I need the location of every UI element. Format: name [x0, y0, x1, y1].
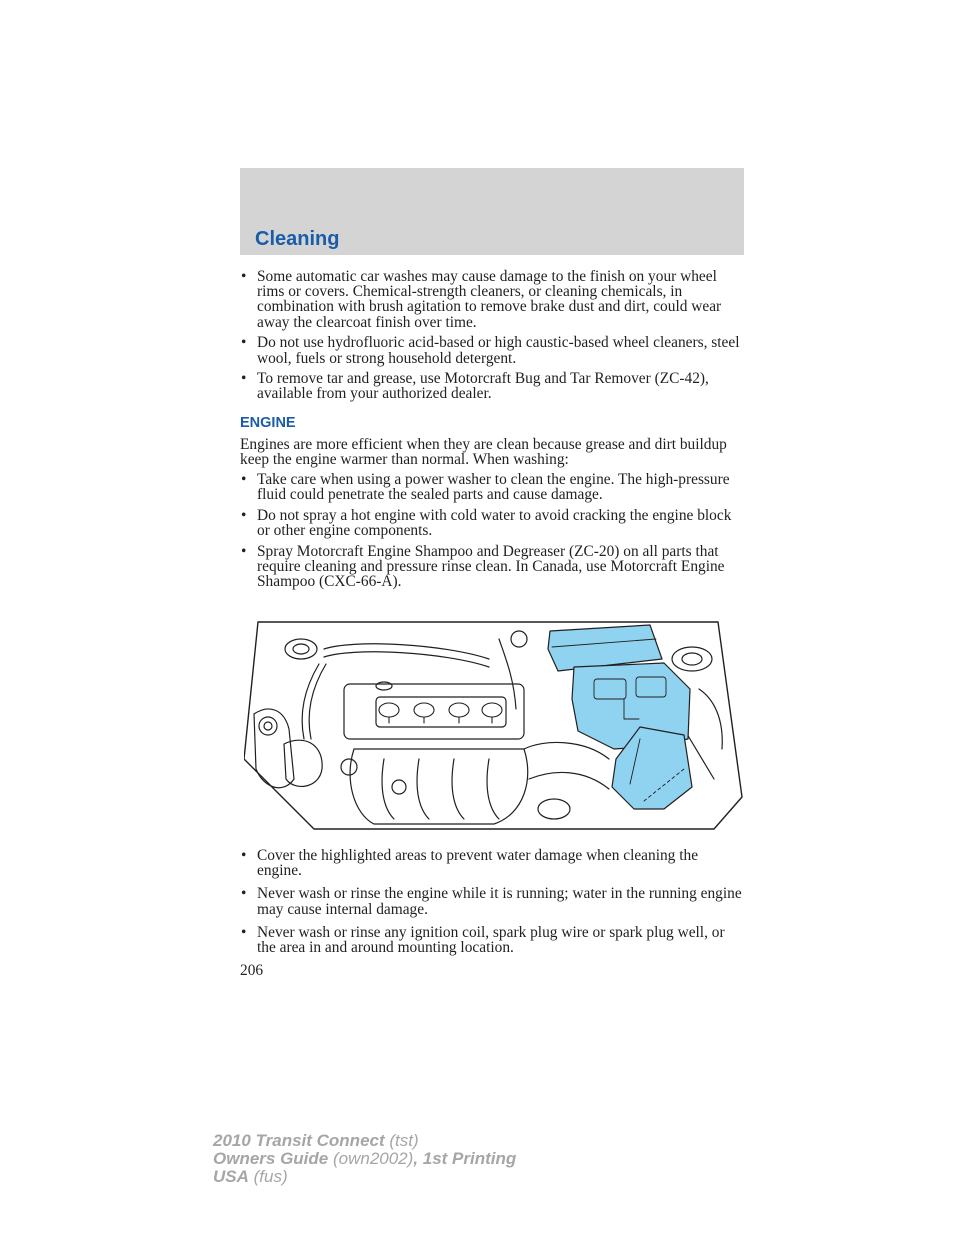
wheel-cleaning-list	[240, 269, 744, 402]
list-item: • Some automatic car washes may cause damage to the finish on your wheel rims or covers. Chemical-strength cleaners, or cleaning chemicals, in combination with brush agitation to remove brake dust and dirt, could wear away the clearcoat finish over time.	[240, 269, 744, 330]
footer-region: USA	[213, 1167, 249, 1186]
main-content-upper	[240, 269, 744, 595]
footer-line-2	[213, 1150, 516, 1168]
engine-washing-list	[240, 472, 744, 589]
document-footer	[213, 1132, 516, 1186]
list-item: • Take care when using a power washer to clean the engine. The high-pressure fluid could penetrate the sealed parts and cause damage.	[240, 472, 744, 502]
list-item: • Spray Motorcraft Engine Shampoo and Degreaser (ZC-20) on all parts that require cleaning and pressure rinse clean. In Canada, use Motorcraft Engine Shampoo (CXC-66-A).	[240, 544, 744, 590]
engine-compartment-illustration	[244, 619, 744, 832]
footer-region-code: (fus)	[248, 1167, 288, 1186]
section-title: Cleaning	[255, 228, 340, 250]
footer-guide-code: (own2002)	[328, 1149, 414, 1168]
section-header-band	[240, 168, 744, 255]
ignition-coils	[379, 703, 502, 723]
footer-line-3	[213, 1168, 516, 1186]
footer-model: 2010 Transit Connect	[213, 1131, 385, 1150]
list-item: • Do not use hydrofluoric acid-based or high caustic-based wheel cleaners, steel wool, fuels or strong household detergent.	[240, 335, 744, 365]
page-number: 206	[240, 962, 264, 979]
footer-printing: , 1st Printing	[413, 1149, 517, 1168]
list-item: • Never wash or rinse the engine while it is running; water in the running engine may cause internal damage.	[240, 886, 744, 916]
footer-model-code: (tst)	[384, 1131, 419, 1150]
list-item: • Never wash or rinse any ignition coil, spark plug wire or spark plug well, or the area in and around mounting location.	[240, 925, 744, 955]
list-item: • Do not spray a hot engine with cold water to avoid cracking the engine block or other engine components.	[240, 508, 744, 538]
list-item: • Cover the highlighted areas to prevent water damage when cleaning the engine.	[240, 848, 744, 878]
footer-line-1	[213, 1132, 516, 1150]
main-content-lower	[240, 848, 744, 963]
engine-precautions-list	[240, 848, 744, 955]
engine-heading: ENGINE	[240, 414, 296, 431]
footer-guide: Owners Guide	[213, 1149, 329, 1168]
engine-intro: Engines are more efficient when they are clean because grease and dirt buildup keep the engine warmer than normal. When washing:	[240, 435, 727, 469]
list-item: • To remove tar and grease, use Motorcraft Bug and Tar Remover (ZC-42), available from your authorized dealer.	[240, 371, 744, 401]
